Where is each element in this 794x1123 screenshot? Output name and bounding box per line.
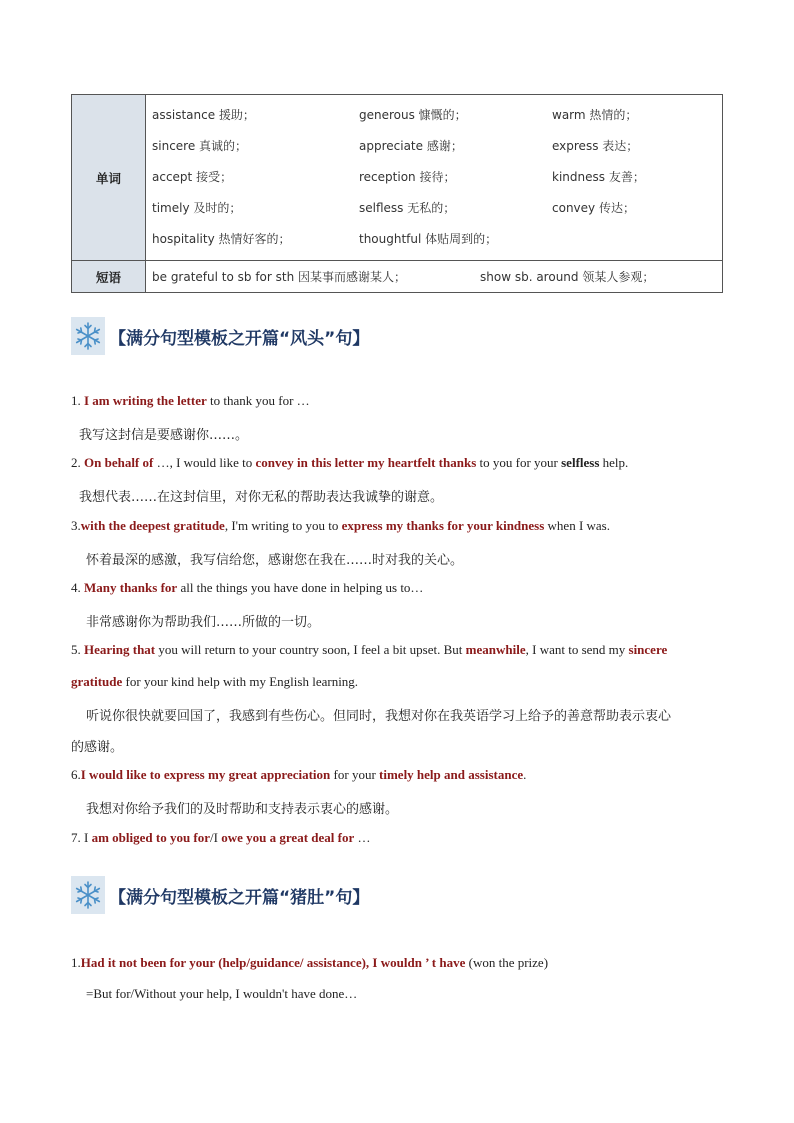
template-sentence bbox=[71, 830, 370, 846]
sentence-text: to thank you for … bbox=[206, 393, 310, 408]
key-word: selfless bbox=[561, 455, 600, 470]
word-item: reception 接待； bbox=[359, 170, 456, 184]
item-number: 3. bbox=[71, 518, 81, 533]
template-sentence bbox=[71, 393, 310, 409]
words-label: 单词 bbox=[72, 95, 146, 261]
key-phrase: express my thanks for your kindness bbox=[341, 518, 545, 533]
words-cell bbox=[146, 95, 723, 261]
section-title-text: 【满分句型模板之开篇“猪肚”句】 bbox=[109, 887, 370, 908]
sentence-text: you will return to your country soon, I feel a bit upset. But bbox=[155, 642, 466, 657]
item-number: 6. bbox=[71, 767, 81, 782]
key-phrase: I am writing the letter bbox=[84, 393, 207, 408]
translation: 我想代表……在这封信里，对你无私的帮助表达我诚挚的谢意。 bbox=[79, 490, 444, 505]
sentence-text: … bbox=[354, 830, 371, 845]
template-sentence bbox=[71, 955, 548, 971]
key-phrase: gratitude bbox=[71, 674, 123, 689]
template-sentence bbox=[71, 642, 667, 658]
word-row bbox=[152, 223, 722, 254]
snowflake-icon bbox=[71, 317, 105, 355]
key-phrase: Had it not been for your (help/guidance/ assistance), I wouldn ’ t have bbox=[80, 955, 466, 970]
phrase-item: be grateful to sb for sth 因某事而感谢某人； bbox=[152, 270, 407, 284]
key-phrase: On behalf of bbox=[84, 455, 154, 470]
word-item: express 表达； bbox=[552, 139, 639, 153]
word-item: sincere 真诚的； bbox=[152, 139, 248, 153]
template-sentence bbox=[71, 580, 423, 596]
translation: 怀着最深的感激，我写信给您，感谢您在我在……时对我的关心。 bbox=[86, 553, 464, 568]
key-phrase: timely help and assistance bbox=[379, 767, 524, 782]
translation: 听说你很快就要回国了，我感到有些伤心。但同时，我想对你在我英语学习上给予的善意帮助表示衷心 bbox=[86, 709, 672, 724]
key-phrase: sincere bbox=[628, 642, 668, 657]
key-phrase: with the deepest gratitude bbox=[80, 518, 225, 533]
section-title-text: 【满分句型模板之开篇“风头”句】 bbox=[109, 328, 370, 349]
translation: 我写这封信是要感谢你……。 bbox=[79, 428, 249, 443]
word-item: convey 传达； bbox=[552, 201, 635, 215]
vocabulary-table bbox=[71, 94, 723, 293]
key-phrase: Hearing that bbox=[84, 642, 156, 657]
word-item: accept 接受； bbox=[152, 170, 233, 184]
template-sentence bbox=[71, 455, 628, 471]
word-row bbox=[152, 130, 722, 161]
snowflake-icon bbox=[71, 876, 105, 914]
word-item: kindness 友善； bbox=[552, 170, 645, 184]
sentence-text: …, I would like to bbox=[153, 455, 256, 470]
sentence-text: (won the prize) bbox=[465, 955, 549, 970]
sentence-text: /I bbox=[210, 830, 222, 845]
key-phrase: meanwhile bbox=[465, 642, 526, 657]
sentence-text: all the things you have done in helping us to… bbox=[177, 580, 424, 595]
word-item: timely 及时的； bbox=[152, 201, 242, 215]
phrases-cell bbox=[146, 261, 723, 293]
sentence-text: , I want to send my bbox=[525, 642, 629, 657]
sentence-text: . bbox=[523, 767, 527, 782]
translation: 非常感谢你为帮助我们……所做的一切。 bbox=[86, 615, 321, 630]
key-phrase: owe you a great deal for bbox=[221, 830, 355, 845]
word-row bbox=[152, 161, 722, 192]
translation: 的感谢。 bbox=[71, 740, 124, 755]
sentence-text: help. bbox=[599, 455, 629, 470]
phrases-label: 短语 bbox=[72, 261, 146, 293]
item-number: 2. bbox=[71, 455, 84, 470]
word-item: warm 热情的； bbox=[552, 108, 638, 122]
key-phrase: I would like to express my great appreciation bbox=[80, 767, 331, 782]
item-number: 4. bbox=[71, 580, 84, 595]
item-number: 1. bbox=[71, 393, 84, 408]
template-sentence-alt: =But for/Without your help, I wouldn't have done… bbox=[86, 986, 358, 1001]
sentence-text: when I was. bbox=[544, 518, 610, 533]
template-sentence bbox=[71, 518, 610, 534]
item-number: 7. I bbox=[71, 830, 92, 845]
item-number: 1. bbox=[71, 955, 81, 970]
word-row bbox=[152, 192, 722, 223]
sentence-text: , I'm writing to you to bbox=[224, 518, 342, 533]
key-phrase: am obliged to you for bbox=[91, 830, 211, 845]
word-item: assistance 援助； bbox=[152, 108, 255, 122]
word-row bbox=[152, 99, 722, 130]
sentence-text: for your kind help with my English learning. bbox=[122, 674, 359, 689]
word-item: appreciate 感谢； bbox=[359, 139, 463, 153]
section-heading-body bbox=[71, 875, 369, 915]
key-phrase: convey in this letter my heartfelt thanks bbox=[255, 455, 477, 470]
key-phrase: Many thanks for bbox=[84, 580, 178, 595]
word-item: hospitality 热情好客的； bbox=[152, 232, 291, 246]
template-sentence bbox=[71, 767, 526, 783]
template-sentence-continued bbox=[71, 674, 358, 690]
section-heading-opening bbox=[71, 316, 369, 356]
word-item: selfless 无私的； bbox=[359, 201, 456, 215]
translation: 我想对你给予我们的及时帮助和支持表示衷心的感谢。 bbox=[86, 802, 399, 817]
sentence-text: to you for your bbox=[476, 455, 562, 470]
word-item: thoughtful 体贴周到的； bbox=[359, 232, 498, 246]
phrase-item: show sb. around 领某人参观； bbox=[480, 270, 655, 284]
word-item: generous 慷慨的； bbox=[359, 108, 467, 122]
item-number: 5. bbox=[71, 642, 84, 657]
sentence-text: for your bbox=[330, 767, 380, 782]
